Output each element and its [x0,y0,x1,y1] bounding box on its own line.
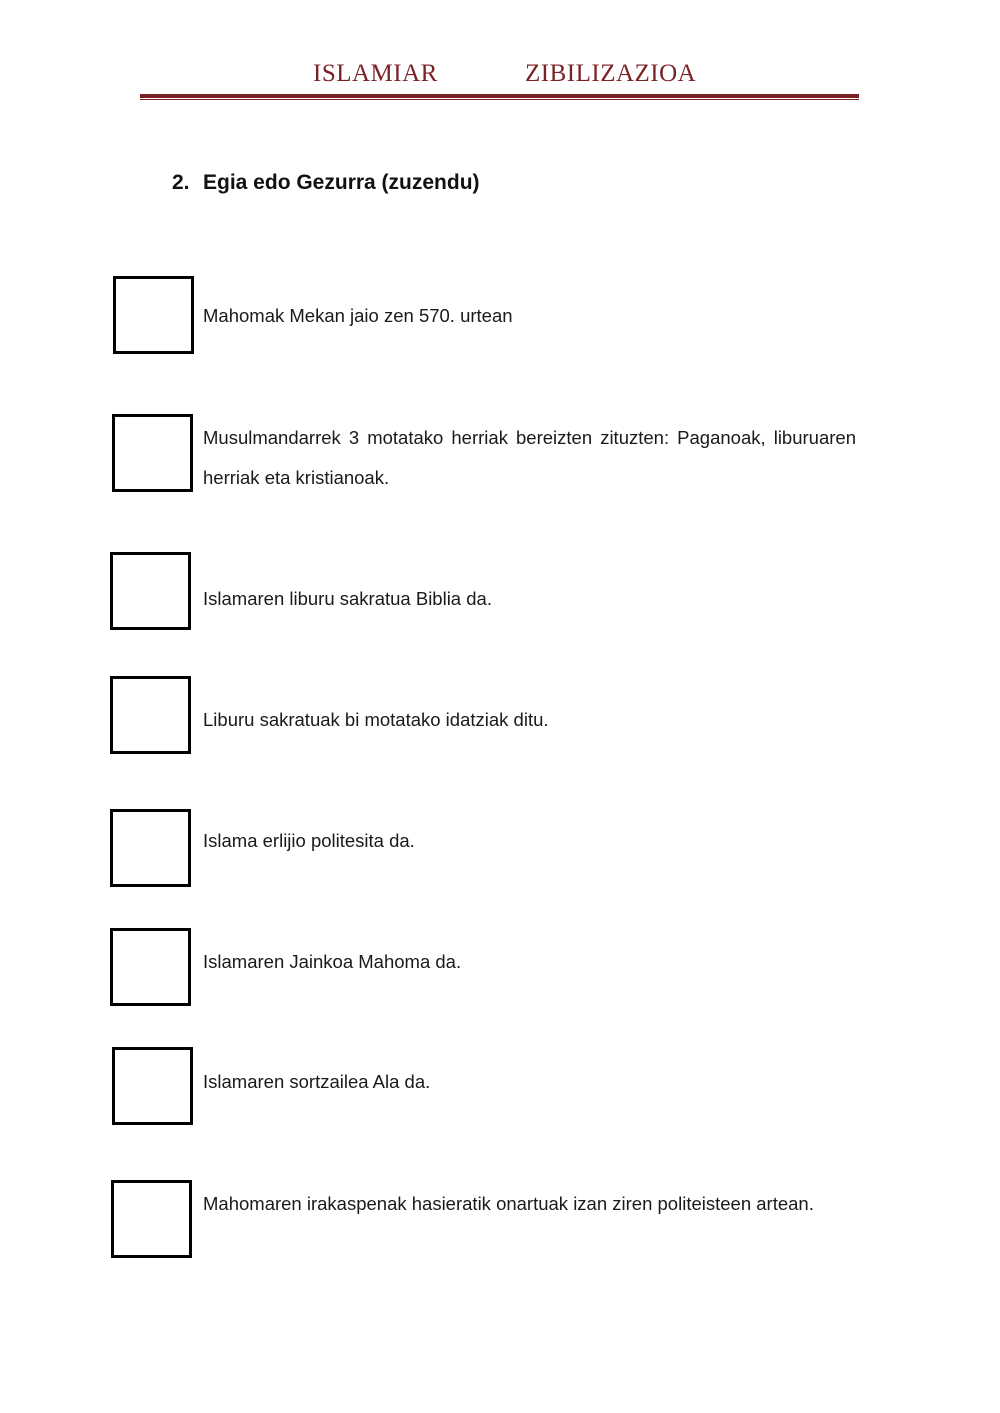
answer-box-3[interactable] [110,552,191,630]
header-title-word-2: ZIBILIZAZIOA [525,60,697,87]
header-divider-thick [140,94,859,98]
answer-box-4[interactable] [110,676,191,754]
statement-4: Liburu sakratuak bi motatako idatziak ditu. [203,709,549,730]
exercise-title [172,171,480,195]
answer-box-1[interactable] [113,276,194,354]
page-header [140,58,860,98]
statement-3: Islamaren liburu sakratua Biblia da. [203,588,492,609]
answer-box-2[interactable] [112,414,193,492]
statement-6: Islamaren Jainkoa Mahoma da. [203,951,462,972]
header-divider-thin [140,99,859,100]
answer-box-5[interactable] [110,809,191,887]
header-title-word-1: ISLAMIAR [313,60,438,87]
answer-box-8[interactable] [111,1180,192,1258]
statement-5: Islama erlijio politesita da. [203,830,415,851]
statement-2: Musulmandarrek 3 motatako herriak bereizten zituzten: Paganoak, liburuaren herriak eta kristianoak. [203,427,856,488]
statement-7: Islamaren sortzailea Ala da. [203,1071,431,1092]
exercise-title-text: Egia edo Gezurra (zuzendu) [203,171,480,194]
answer-box-6[interactable] [110,928,191,1006]
exercise-number: 2. [172,171,190,194]
statement-8: Mahomaren irakaspenak hasieratik onartuak izan ziren politeisteen artean. [203,1193,814,1214]
statement-1: Mahomak Mekan jaio zen 570. urtean [203,305,513,326]
answer-box-7[interactable] [112,1047,193,1125]
